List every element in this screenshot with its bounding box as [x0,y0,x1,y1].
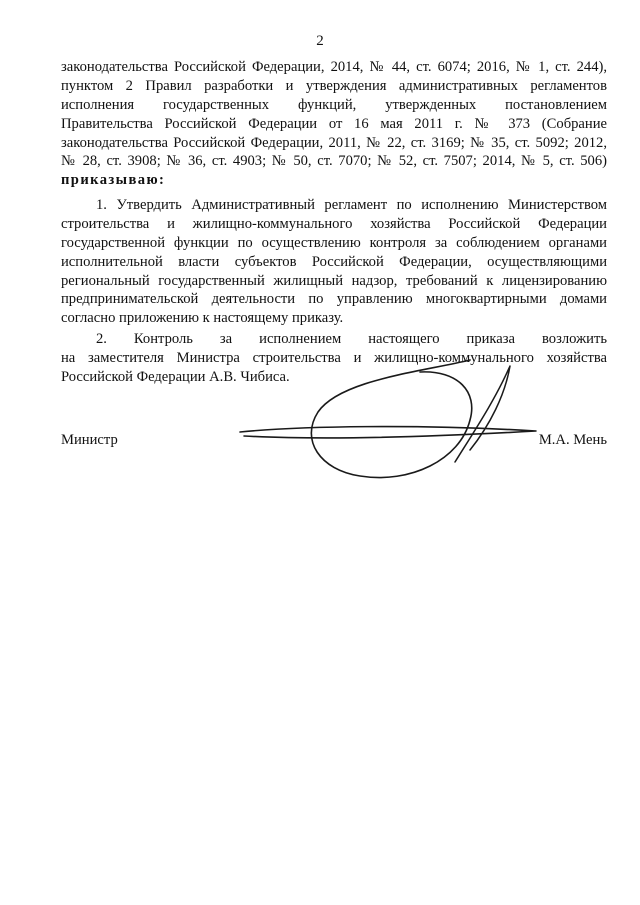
preamble-line: пунктом 2 Правил разработки и утверждения административных регламентов [61,77,607,94]
signature-stroke [240,427,536,438]
paragraph-1-line: государственной функции по осуществлению контроля за соблюдением органами [61,234,607,251]
order-word: приказываю: [61,172,166,189]
page-number: 2 [316,33,324,49]
signatory-name: М.А. Мень [538,432,607,448]
signatory-title: Министр [61,432,118,448]
paragraph-2 [61,330,607,387]
paragraph-1-line: предпринимательской деятельности по управлению многоквартирными домами [61,291,607,308]
preamble-line: законодательства Российской Федерации, 2011, № 22, ст. 3169; № 35, ст. 5092; 2012, [61,134,607,151]
paragraph-1 [61,196,607,328]
preamble-line: № 28, ст. 3908; № 36, ст. 4903; № 50, ст. 7070; № 52, ст. 7507; 2014, № 5, ст. 506) [61,153,607,170]
paragraph-1-line: исполнительной власти субъектов Российской Федерации, осуществляющими [61,253,607,270]
paragraph-1-line: согласно приложению к настоящему приказу. [61,310,344,327]
preamble-line: законодательства Российской Федерации, 2014, № 44, ст. 6074; 2016, № 1, ст. 244), [61,59,607,75]
paragraph-1-line: 1. Утвердить Административный регламент по исполнению Министерством [96,197,607,213]
preamble-line: исполнения государственных функций, утвержденных постановлением [61,96,607,113]
preamble [61,58,607,190]
paragraph-2-line: Российской Федерации А.В. Чибиса. [61,368,290,385]
preamble-line: Правительства Российской Федерации от 16 мая 2011 г. № 373 (Собрание [61,115,607,132]
paragraph-1-line: строительства и жилищно-коммунального хозяйства Российской Федерации [61,215,607,232]
paragraph-1-line: региональный государственный жилищный надзор, требований к лицензированию [61,272,607,289]
paragraph-2-line: на заместителя Министра строительства и жилищно-коммунального хозяйства [61,349,607,366]
paragraph-2-line: 2. Контроль за исполнением настоящего приказа возложить [96,331,607,347]
